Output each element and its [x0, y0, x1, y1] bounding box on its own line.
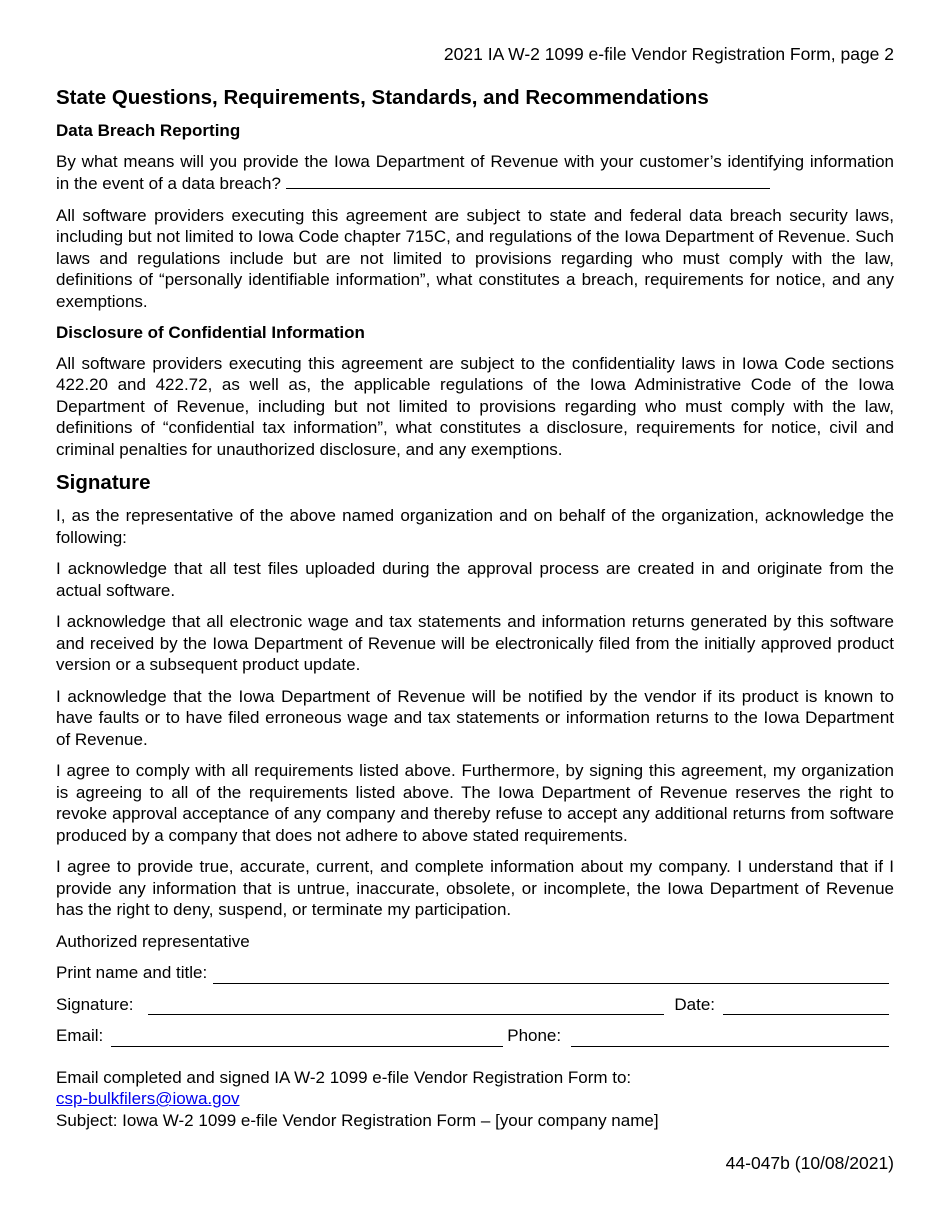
- submission-instructions: [56, 1067, 894, 1132]
- signature-paragraph: I acknowledge that the Iowa Department of Revenue will be notified by the vendor if its product is known to have faults or to have filed erroneous wage and tax statements or information returns to the Iowa Department of Revenue.: [56, 686, 894, 749]
- print-name-field[interactable]: [213, 966, 889, 984]
- email-phone-row: [56, 1025, 894, 1047]
- data-breach-heading: Data Breach Reporting: [56, 121, 241, 140]
- submission-instruction-text: Email completed and signed IA W-2 1099 e-file Vendor Registration Form to:: [56, 1067, 632, 1087]
- signature-paragraph: I agree to provide true, accurate, current, and complete information about my company. I understand that if I provide any information that is untrue, inaccurate, obsolete, or incomplete, the Iowa Department of Revenue has the right to deny, suspend, or terminate my participation.: [56, 857, 894, 919]
- date-field[interactable]: [723, 997, 889, 1015]
- authorized-representative-label: Authorized representative: [56, 931, 250, 951]
- data-breach-question-text: By what means will you provide the Iowa Department of Revenue with your customer’s identifying information in the event of a data breach?: [56, 151, 894, 193]
- signature-paragraph: I agree to comply with all requirements listed above. Furthermore, by signing this agreement, my organization is agreeing to all of the requirements listed above. The Iowa Department of Revenue reserves the right to revoke approval acceptance of any company and thereby refuse to accept any additional returns from software produced by a company that does not adhere to above stated requirements.: [56, 761, 894, 845]
- data-breach-paragraph: All software providers executing this agreement are subject to state and federal data breach security laws, including but not limited to Iowa Code chapter 715C, and regulations of the Iowa Department of Revenue. Such laws and regulations include but are not limited to provisions regarding who must comply with the law, definitions of “personally identifiable information”, what constitutes a breach, requirements for notice, and any exemptions.: [56, 205, 894, 311]
- signature-paragraph: I, as the representative of the above named organization and on behalf of the organization, acknowledge the following:: [56, 506, 894, 547]
- submission-subject-line: Subject: Iowa W-2 1099 e-file Vendor Registration Form – [your company name]: [56, 1110, 659, 1130]
- signature-field[interactable]: [148, 997, 665, 1015]
- signature-row: [56, 994, 894, 1016]
- print-name-label: Print name and title:: [56, 963, 208, 982]
- data-breach-question: [56, 151, 894, 195]
- signature-label: Signature:: [56, 994, 134, 1014]
- section-title: State Questions, Requirements, Standards, and Recommendations: [56, 86, 709, 109]
- signature-heading: Signature: [56, 471, 151, 494]
- email-label: Email:: [56, 1026, 104, 1045]
- document-body: [56, 85, 894, 1131]
- form-number: 44-047b (10/08/2021): [725, 1153, 894, 1173]
- signature-paragraph: I acknowledge that all electronic wage and tax statements and information returns generated by this software and received by the Iowa Department of Revenue will be electronically filed from the initially approved product version or a subsequent product update.: [56, 612, 894, 674]
- print-name-row: [56, 962, 894, 984]
- email-field[interactable]: [111, 1029, 503, 1047]
- disclosure-paragraph: All software providers executing this agreement are subject to the confidentiality laws in Iowa Code sections 422.20 and 422.72, as well as, the applicable regulations of the Iowa Administrative Code of the Iowa Department of Revenue, including but not limited to provisions regarding who must comply with the law, definitions of “confidential tax information”, what constitutes a disclosure, requirements for notice, civil and criminal penalties for unauthorized disclosure, and any exemptions.: [56, 353, 894, 459]
- date-label: Date:: [674, 994, 715, 1014]
- data-breach-answer-line[interactable]: [286, 172, 770, 189]
- page-header: 2021 IA W-2 1099 e-file Vendor Registration Form, page 2: [443, 44, 894, 64]
- phone-label: Phone:: [507, 1026, 562, 1045]
- phone-field[interactable]: [571, 1029, 889, 1047]
- disclosure-heading: Disclosure of Confidential Information: [56, 323, 365, 342]
- signature-paragraph: I acknowledge that all test files uploaded during the approval process are created in and originate from the actual software.: [56, 559, 894, 600]
- bulkfilers-email-link[interactable]: csp-bulkfilers@iowa.gov: [56, 1089, 240, 1108]
